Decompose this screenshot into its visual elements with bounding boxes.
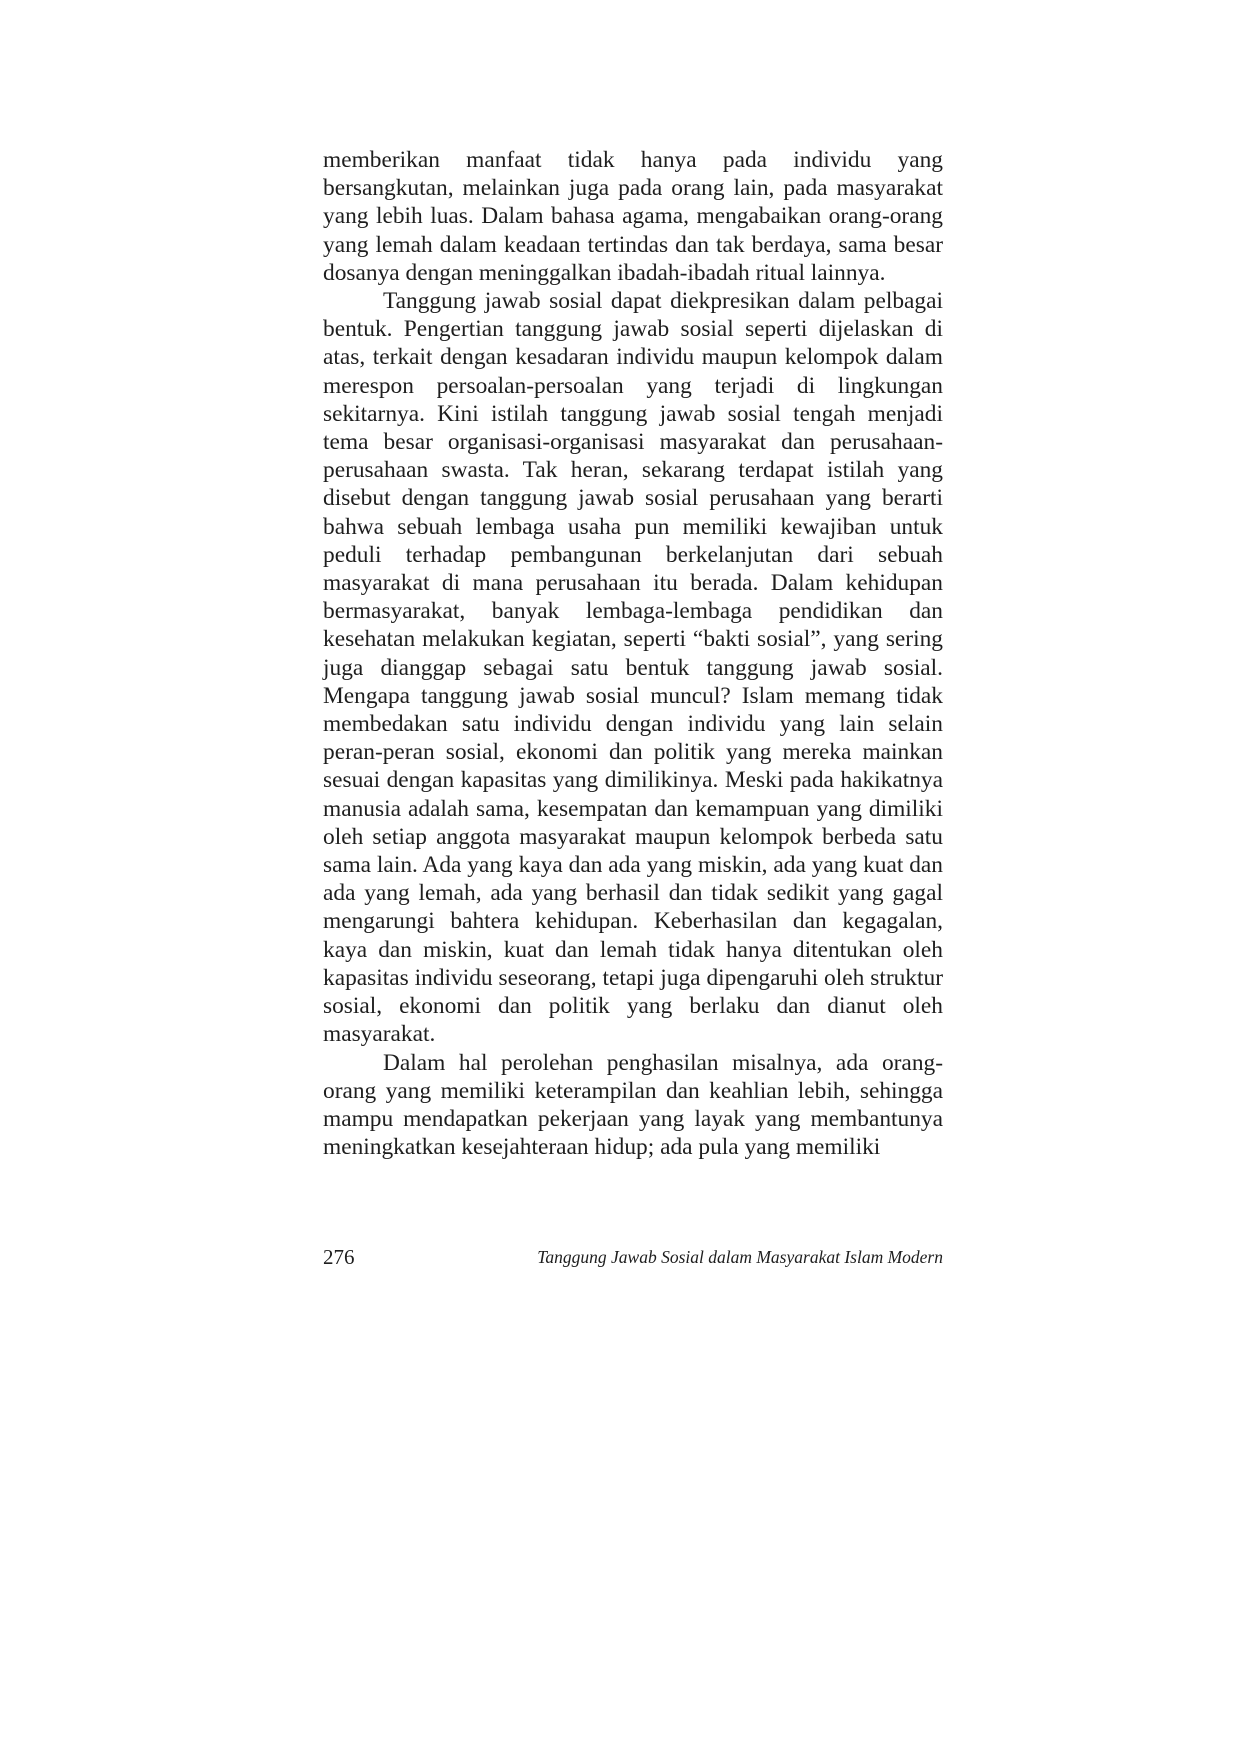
- page-number: 276: [323, 1245, 355, 1269]
- paragraph-continuation: memberikan manfaat tidak hanya pada individu yang bersangkutan, melainkan juga pada orang lain, pada masyarakat yang lebih luas. Dalam bahasa agama, mengabaikan orang-orang yang lemah dalam keadaan tertindas dan tak berdaya, sama besar dosanya dengan meninggalkan ibadah-ibadah ritual lainnya.: [323, 147, 943, 286]
- running-title: Tanggung Jawab Sosial dalam Masyarakat Islam Modern: [537, 1247, 943, 1267]
- paragraph-income: Dalam hal perolehan penghasilan misalnya, ada orang-orang yang memiliki keterampilan dan keahlian lebih, sehingga mampu mendapatkan pekerjaan yang layak yang membantunya meningkatkan kesejahteraan hidup; ada pula yang memiliki: [323, 1049, 943, 1161]
- paragraph-social-responsibility: Tanggung jawab sosial dapat diekpresikan dalam pelbagai bentuk. Pengertian tanggung jawab sosial seperti dijelaskan di atas, terkait dengan kesadaran individu maupun kelompok dalam merespon persoalan-persoalan yang terjadi di lingkungan sekitarnya. Kini istilah tanggung jawab sosial tengah menjadi tema besar organisasi-organisasi masyarakat dan perusahaan-perusahaan swasta. Tak heran, sekarang terdapat istilah yang disebut dengan tanggung jawab sosial perusahaan yang berarti bahwa sebuah lembaga usaha pun memiliki kewajiban untuk peduli terhadap pembangunan berkelanjutan dari sebuah masyarakat di mana perusahaan itu berada. Dalam kehidupan bermasyarakat, banyak lembaga-lembaga pendidikan dan kesehatan melakukan kegiatan, seperti “bakti sosial”, yang sering juga dianggap sebagai satu bentuk tanggung jawab sosial. Mengapa tanggung jawab sosial muncul? Islam memang tidak membedakan satu individu dengan individu yang lain selain peran-peran sosial, ekonomi dan politik yang mereka mainkan sesuai dengan kapasitas yang dimilikinya. Meski pada hakikatnya manusia adalah sama, kesempatan dan kemampuan yang dimiliki oleh setiap anggota masyarakat maupun kelompok berbeda satu sama lain. Ada yang kaya dan ada yang miskin, ada yang kuat dan ada yang lemah, ada yang berhasil dan tidak sedikit yang gagal mengarungi bahtera kehidupan. Keberhasilan dan kegagalan, kaya dan miskin, kuat dan lemah tidak hanya ditentukan oleh kapasitas individu seseorang, tetapi juga dipengaruhi oleh struktur sosial, ekonomi dan politik yang berlaku dan dianut oleh masyarakat.: [323, 288, 943, 1048]
- page-footer: [323, 1245, 943, 1275]
- body-text: [323, 146, 943, 1161]
